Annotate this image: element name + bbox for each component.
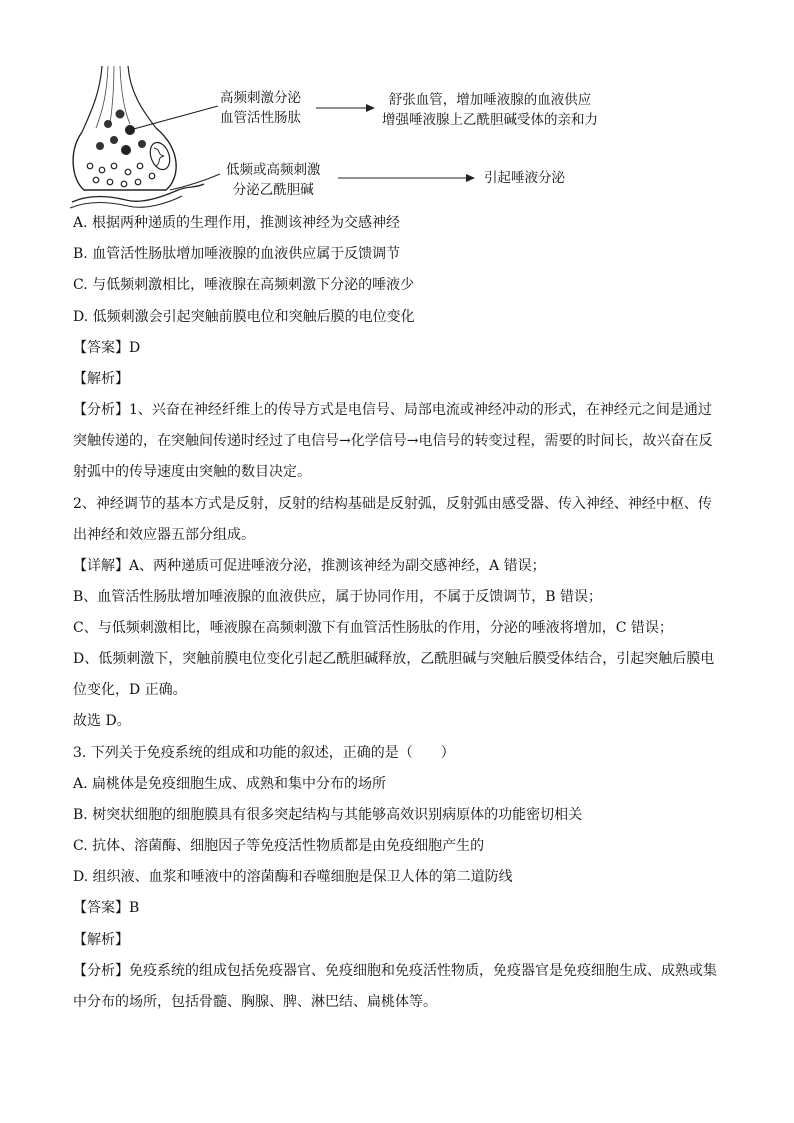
option-c: C. 与低频刺激相比，唾液腺在高频刺激下分泌的唾液少 [73, 277, 415, 293]
q3-option-a: A. 扁桃体是免疫细胞生成、成熟和集中分布的场所 [73, 776, 387, 792]
option-d: D. 低频刺激会引起突触前膜电位和突触后膜的电位变化 [73, 309, 415, 325]
detail-paragraph-line: C、与低频刺激相比，唾液腺在高频刺激下有血管活性肠肽的作用，分泌的唾液将增加，C 错误； [73, 620, 673, 636]
detail-paragraph-line: 【详解】A、两种递质可促进唾液分泌，推测该神经为副交感神经，A 错误； [73, 558, 546, 574]
option-a: A. 根据两种递质的生理作用，推测该神经为交感神经 [73, 215, 401, 231]
conclusion-line: 故选 D。 [73, 713, 131, 729]
q3-answer-label: 【答案】B [73, 900, 140, 916]
detail-paragraph-line: 位变化，D 正确。 [73, 682, 187, 698]
analysis-paragraph-line: 【分析】1、兴奋在神经纤维上的传导方式是电信号、局部电流或神经冲动的形式，在神经元之间是通过 [73, 402, 712, 418]
result-saliva-secretion: 引起唾液分泌 [484, 170, 565, 186]
label-low-freq-line1: 低频或高频刺激 [226, 162, 321, 178]
synapse-diagram [70, 62, 630, 210]
q3-option-d: D. 组织液、血浆和唾液中的溶菌酶和吞噬细胞是保卫人体的第二道防线 [73, 869, 513, 885]
detail-paragraph-line: B、血管活性肠肽增加唾液腺的血液供应，属于协同作用，不属于反馈调节，B 错误； [73, 589, 603, 605]
result-top-line2: 增强唾液腺上乙酰胆碱受体的亲和力 [382, 112, 598, 128]
label-low-freq-line2: 分泌乙酰胆碱 [232, 182, 314, 198]
analysis-paragraph-line: 出神经和效应器五部分组成。 [73, 527, 255, 543]
label-high-freq-line1: 高频刺激分泌 [220, 90, 301, 106]
result-vasodilation [382, 90, 598, 130]
answer-label: 【答案】D [73, 340, 141, 356]
detail-paragraph-line: D、低频刺激下，突触前膜电位变化引起乙酰胆碱释放，乙酰胆碱与突触后膜受体结合，引起突触后膜电 [73, 651, 715, 667]
label-high-freq-secretion [220, 88, 301, 128]
label-high-freq-line2: 血管活性肠肽 [220, 110, 301, 126]
result-top-line1: 舒张血管，增加唾液腺的血液供应 [388, 92, 592, 108]
option-b: B. 血管活性肠肽增加唾液腺的血液供应属于反馈调节 [73, 246, 401, 262]
question-3-stem: 3. 下列关于免疫系统的组成和功能的叙述，正确的是（ ） [73, 745, 455, 761]
analysis-heading: 【解析】 [73, 371, 129, 387]
q3-analysis-heading: 【解析】 [73, 932, 129, 948]
q3-analysis-line: 中分布的场所，包括骨髓、胸腺、脾、淋巴结、扁桃体等。 [73, 994, 437, 1010]
analysis-paragraph-line: 2、神经调节的基本方式是反射，反射的结构基础是反射弧，反射弧由感受器、传入神经、神经中枢、传 [73, 496, 712, 512]
q3-analysis-line: 【分析】免疫系统的组成包括免疫器官、免疫细胞和免疫活性物质，免疫器官是免疫细胞生成、成熟或集 [73, 963, 717, 979]
analysis-paragraph-line: 射弧中的传导速度由突触的数目决定。 [73, 464, 311, 480]
label-acetylcholine-secretion [226, 160, 321, 200]
q3-option-c: C. 抗体、溶菌酶、细胞因子等免疫活性物质都是由免疫细胞产生的 [73, 838, 485, 854]
q3-option-b: B. 树突状细胞的细胞膜具有很多突起结构与其能够高效识别病原体的功能密切相关 [73, 807, 583, 823]
analysis-paragraph-line: 突触传递的，在突触间传递时经过了电信号→化学信号→电信号的转变过程，需要的时间长，故兴奋在反 [73, 433, 713, 449]
